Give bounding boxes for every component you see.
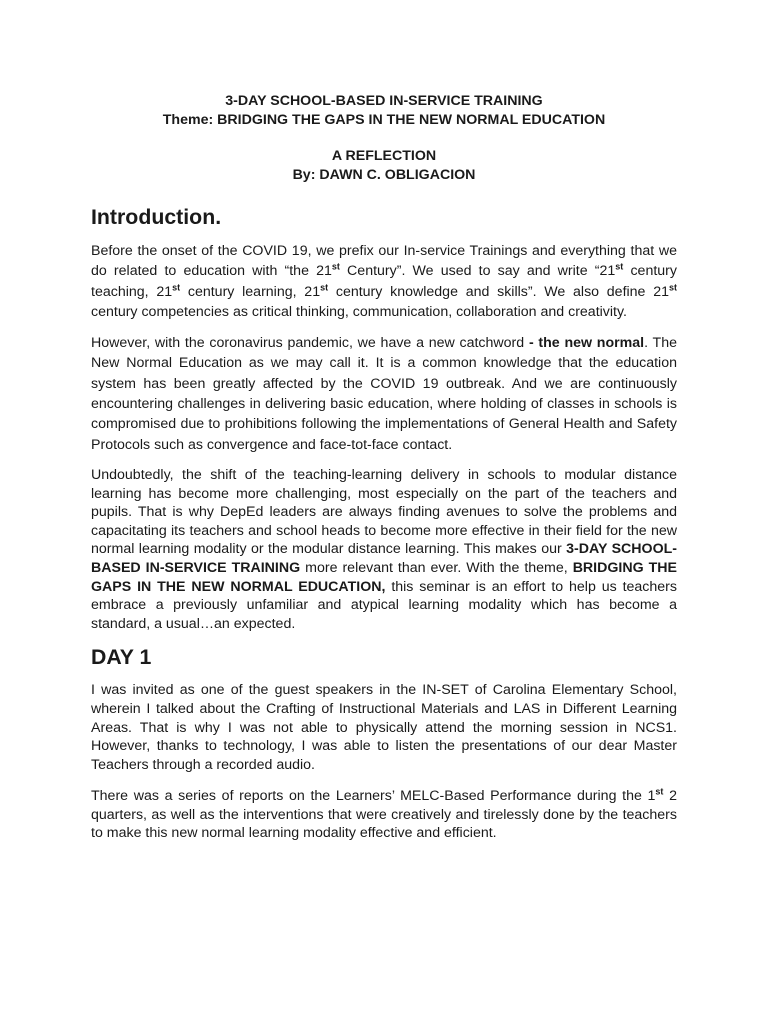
intro-paragraph-2: However, with the coronavirus pandemic, we have a new catchword - the new normal. The New Normal Education as we may call it. It is a common knowledge that the education system has been greatly affected by the COVID 19 outbreak. And we are continuously encountering challenges in delivering basic education, where holding of classes in schools is compromised due to prohibitions following the implementations of General Health and Safety Protocols such as convergence and face-tot-face contact. xyxy=(91,335,677,453)
document-title: 3-DAY SCHOOL-BASED IN-SERVICE TRAINING xyxy=(225,93,543,109)
section-heading-day-1: DAY 1 xyxy=(91,645,152,670)
document-header xyxy=(91,92,677,185)
document-subtitle: A REFLECTION xyxy=(331,148,437,164)
intro-paragraph-1: Before the onset of the COVID 19, we prefix our In-service Trainings and everything that we do related to education with “the 21st Century”. We used to say and write “21st century teaching, 21st century learning, 21st century knowledge and skills”. We also define 21st century competencies as critical thinking, communication, collaboration and creativity. xyxy=(91,243,677,320)
document-theme: Theme: BRIDGING THE GAPS IN THE NEW NORMAL EDUCATION xyxy=(162,112,606,128)
day1-paragraph-2: There was a series of reports on the Learners’ MELC-Based Performance during the 1st 2 quarters, as well as the interventions that were creatively and tirelessly done by the teachers to make this new normal learning modality effective and efficient. xyxy=(91,786,677,842)
intro-paragraph-3: Undoubtedly, the shift of the teaching-learning delivery in schools to modular distance learning has become more challenging, most especially on the part of the teachers and pupils. That is why DepEd leaders are always finding avenues to solve the problems and capacitating its teachers and school heads to become more effective in their field for the new normal learning modality or the modular distance learning. This makes our 3-DAY SCHOOL-BASED IN-SERVICE TRAINING more relevant than ever. With the theme, BRIDGING THE GAPS IN THE NEW NORMAL EDUCATION, this seminar is an effort to help us teachers embrace a previously unfamiliar and atypical learning modality which has become a standard, a usual…an expected. xyxy=(91,466,677,632)
section-heading-introduction: Introduction. xyxy=(91,205,222,229)
document-byline: By: DAWN C. OBLIGACION xyxy=(292,167,476,183)
day1-paragraph-1: I was invited as one of the guest speakers in the IN-SET of Carolina Elementary School, wherein I talked about the Crafting of Instructional Materials and LAS in Different Learning Areas. That is why I was not able to physically attend the morning session in NCS1. However, thanks to technology, I was able to listen the presentations of our dear Master Teachers through a recorded audio. xyxy=(91,682,677,773)
